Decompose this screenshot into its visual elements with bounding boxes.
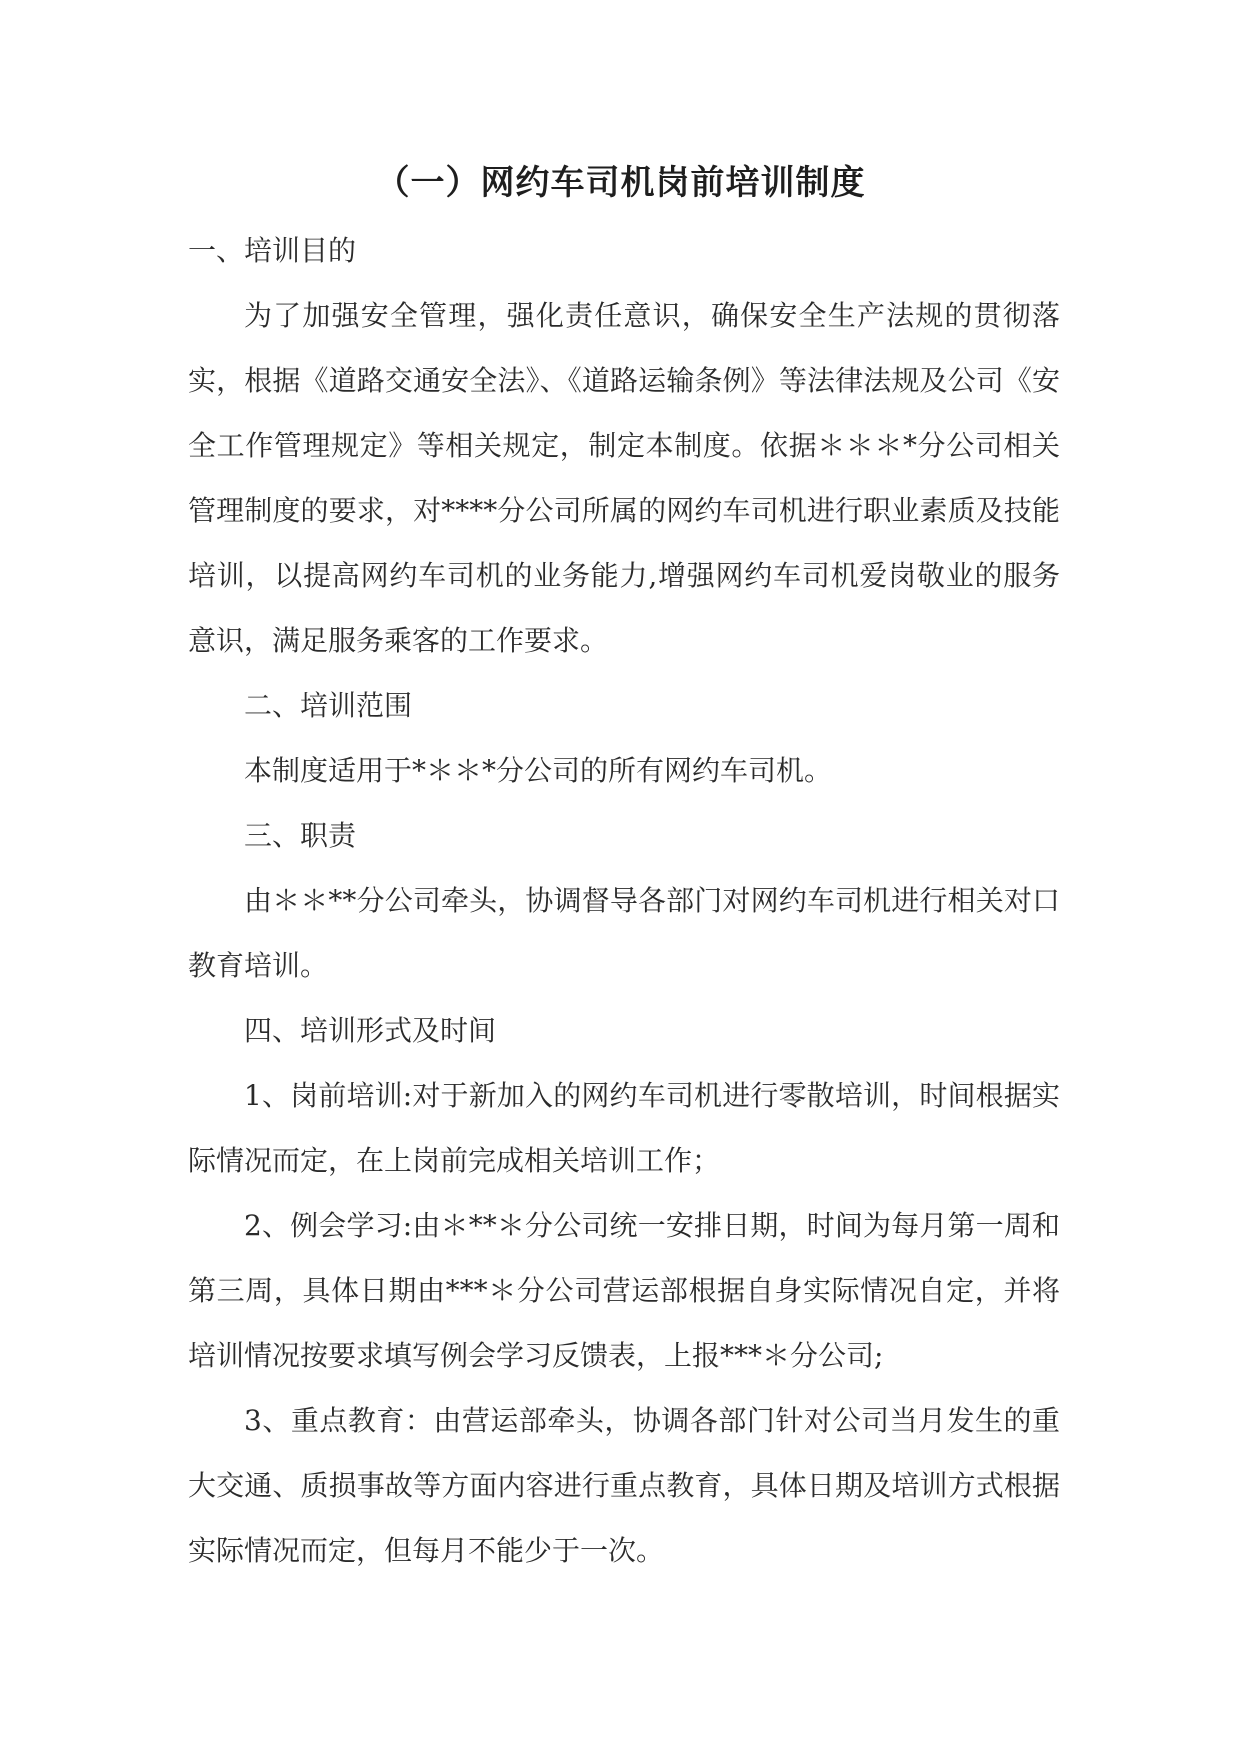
paragraph-purpose: 为了加强安全管理，强化责任意识，确保安全生产法规的贯彻落实，根据《道路交通安全法》、《道路运输条例》等法律法规及公司《安全工作管理规定》等相关规定，制定本制度。依据＊＊＊*分公司相关管理制度的要求，对****分公司所属的网约车司机进行职业素质及技能培训，以提高网约车司机的业务能力,增强网约车司机爱岗敬业的服务意识，满足服务乘客的工作要求。 [188, 299, 1060, 657]
section-heading-purpose: 一、培训目的 [188, 234, 357, 267]
list-item-key-education: 3、重点教育：由营运部牵头，协调各部门针对公司当月发生的重大交通、质损事故等方面内容进行重点教育，具体日期及培训方式根据实际情况而定，但每月不能少于一次。 [188, 1404, 1060, 1567]
section-heading-format: 四、培训形式及时间 [244, 1014, 497, 1047]
list-item-pre-job-training: 1、岗前培训:对于新加入的网约车司机进行零散培训，时间根据实际情况而定，在上岗前完成相关培训工作； [188, 1079, 1060, 1177]
document-body [188, 218, 1060, 1583]
paragraph-scope: 本制度适用于*＊＊*分公司的所有网约车司机。 [244, 754, 833, 787]
paragraph-duties: 由＊＊**分公司牵头，协调督导各部门对网约车司机进行相关对口教育培训。 [188, 884, 1060, 982]
section-heading-scope: 二、培训范围 [244, 689, 413, 722]
section-heading-duties: 三、职责 [244, 819, 357, 852]
document-title: （一）网约车司机岗前培训制度 [375, 163, 866, 203]
list-item-regular-meeting: 2、例会学习:由＊**＊分公司统一安排日期，时间为每月第一周和第三周，具体日期由***＊分公司营运部根据自身实际情况自定，并将培训情况按要求填写例会学习反馈表，上报***＊分公司; [188, 1209, 1060, 1372]
